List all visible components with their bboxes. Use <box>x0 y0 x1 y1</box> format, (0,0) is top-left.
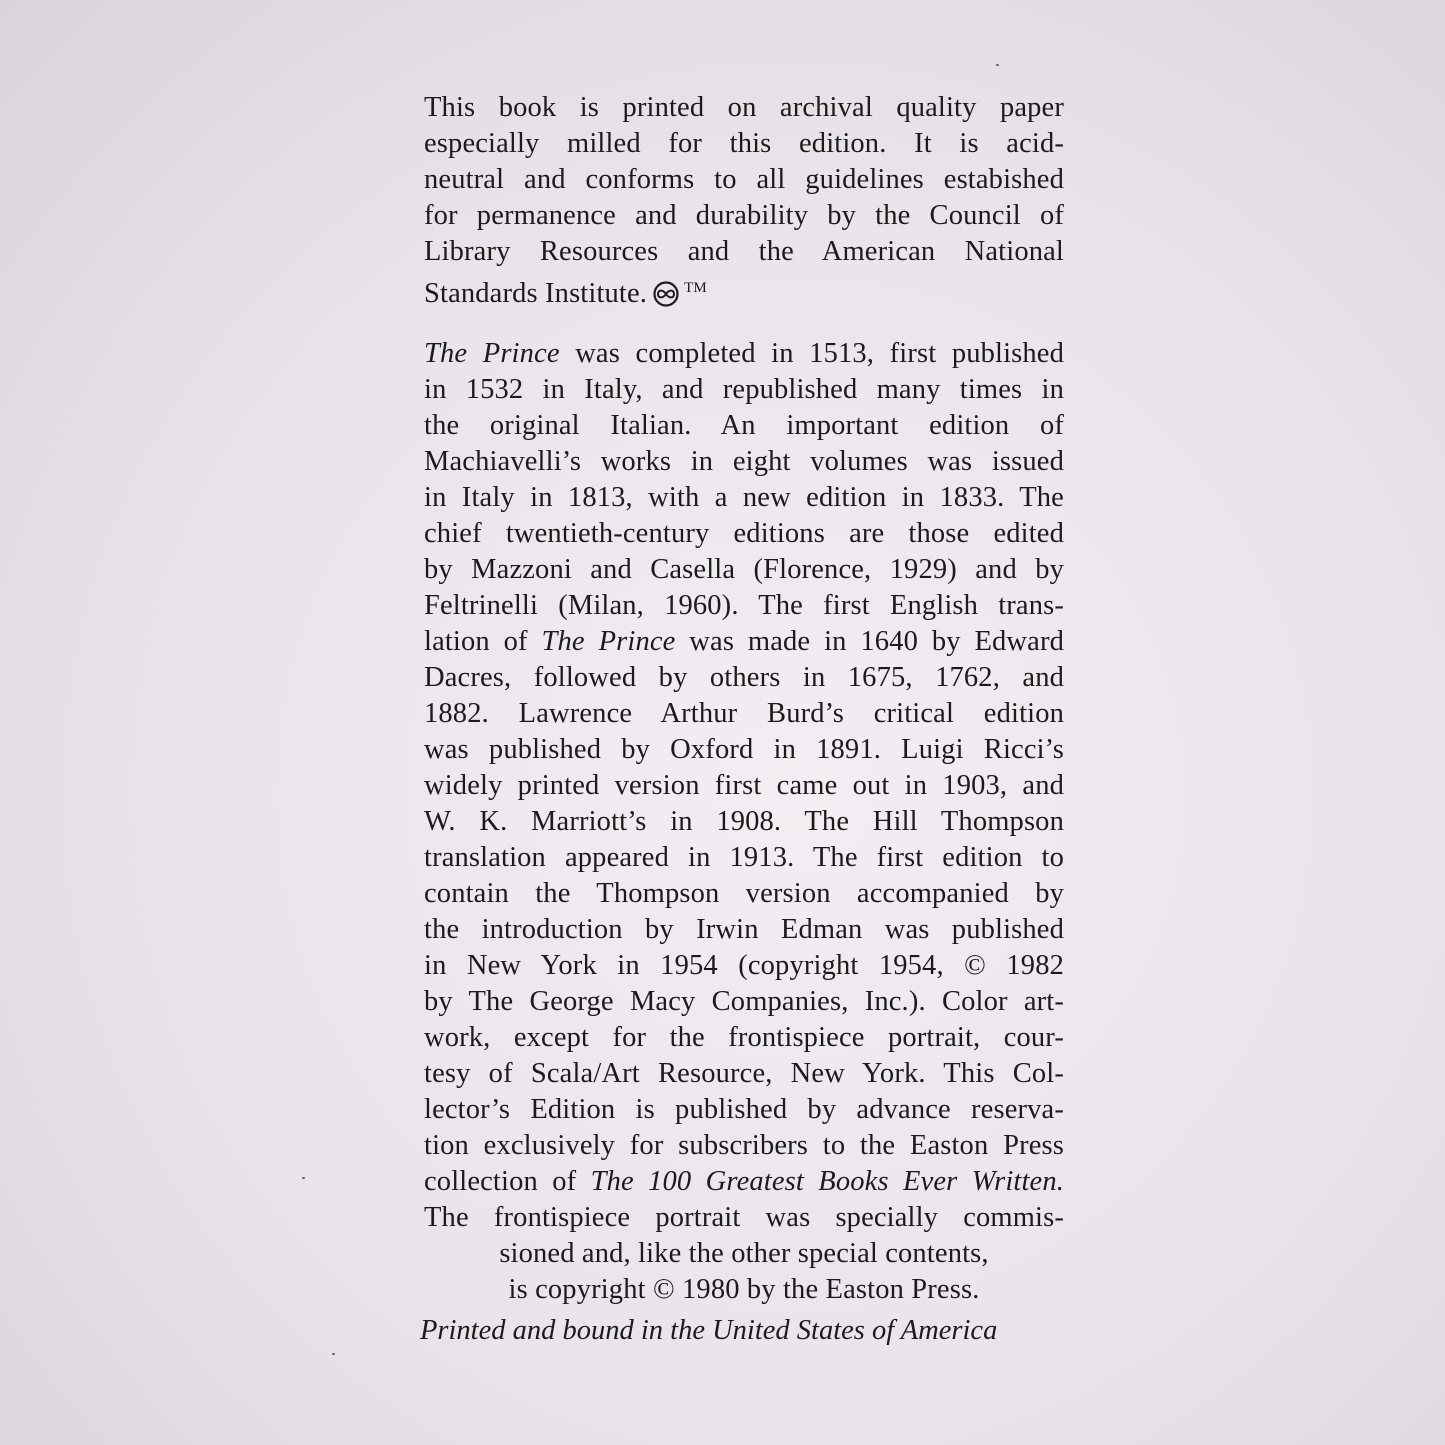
history-line: by Mazzoni and Casella (Florence, 1929) and by <box>424 554 1064 585</box>
history-line: work, except for the frontispiece portrait, cour- <box>424 1022 1064 1053</box>
history-line: contain the Thompson version accompanied by <box>424 878 1064 909</box>
history-line: was published by Oxford in 1891. Luigi Ricci’s <box>424 734 1064 765</box>
history-line <box>424 624 1064 660</box>
archival-last-line <box>424 270 1064 317</box>
history-line-text: collection of <box>424 1166 591 1197</box>
book-title: The Prince <box>541 626 676 657</box>
history-line-text: was completed in 1513, first published <box>559 338 1065 369</box>
book-title: The Prince <box>424 338 560 369</box>
paper-speck <box>996 64 999 66</box>
history-line: in 1532 in Italy, and republished many times in <box>424 374 1064 405</box>
printed-in-line: Printed and bound in the United States of America <box>420 1315 998 1346</box>
history-line: by The George Macy Companies, Inc.). Color art- <box>424 986 1064 1017</box>
history-line: in New York in 1954 (copyright 1954, © 1982 <box>424 950 1064 981</box>
history-line: the original Italian. An important edition of <box>424 410 1064 441</box>
history-line <box>424 1164 1064 1200</box>
history-line: The frontispiece portrait was specially commis- <box>424 1202 1064 1233</box>
history-line: lector’s Edition is published by advance reserva- <box>424 1094 1064 1125</box>
history-line: Feltrinelli (Milan, 1960). The first English trans- <box>424 590 1064 621</box>
history-line: the introduction by Irwin Edman was published <box>424 914 1064 945</box>
archival-line: This book is printed on archival quality paper <box>424 92 1064 123</box>
history-centered-line: sioned and, like the other special contents, <box>499 1238 989 1269</box>
history-line-text: lation of <box>424 626 542 657</box>
paper-speck <box>302 1177 305 1179</box>
archival-line: neutral and conforms to all guidelines estabished <box>424 164 1064 195</box>
history-line: chief twentieth-century editions are those edited <box>424 518 1064 549</box>
paper-speck <box>332 1353 335 1355</box>
history-line-text: was made in 1640 by Edward <box>675 626 1064 657</box>
history-line: tesy of Scala/Art Resource, New York. This Col- <box>424 1058 1064 1089</box>
publication-history <box>424 336 1064 1308</box>
collection-title: The 100 Greatest Books Ever Written. <box>590 1166 1064 1197</box>
history-centered-line: is copyright © 1980 by the Easton Press. <box>508 1274 980 1305</box>
history-line: Dacres, followed by others in 1675, 1762, and <box>424 662 1064 693</box>
history-line: translation appeared in 1913. The first edition to <box>424 842 1064 873</box>
history-line: tion exclusively for subscribers to the Easton Press <box>424 1130 1064 1161</box>
infinity-circle-icon <box>649 281 683 317</box>
archival-line-text: Standards Institute. <box>424 278 648 309</box>
history-line: Machiavelli’s works in eight volumes was issued <box>424 446 1064 477</box>
history-line <box>424 336 1064 372</box>
history-line: 1882. Lawrence Arthur Burd’s critical edition <box>424 698 1064 729</box>
history-line: W. K. Marriott’s in 1908. The Hill Thompson <box>424 806 1064 837</box>
archival-notice <box>424 90 1064 317</box>
history-line: widely printed version first came out in 1903, and <box>424 770 1064 801</box>
history-line: in Italy in 1813, with a new edition in 1833. The <box>424 482 1064 513</box>
archival-line: for permanence and durability by the Council of <box>424 200 1064 231</box>
archival-line: Library Resources and the American National <box>424 236 1064 267</box>
archival-line: especially milled for this edition. It is acid- <box>424 128 1064 159</box>
trademark-symbol: TM <box>684 280 707 296</box>
